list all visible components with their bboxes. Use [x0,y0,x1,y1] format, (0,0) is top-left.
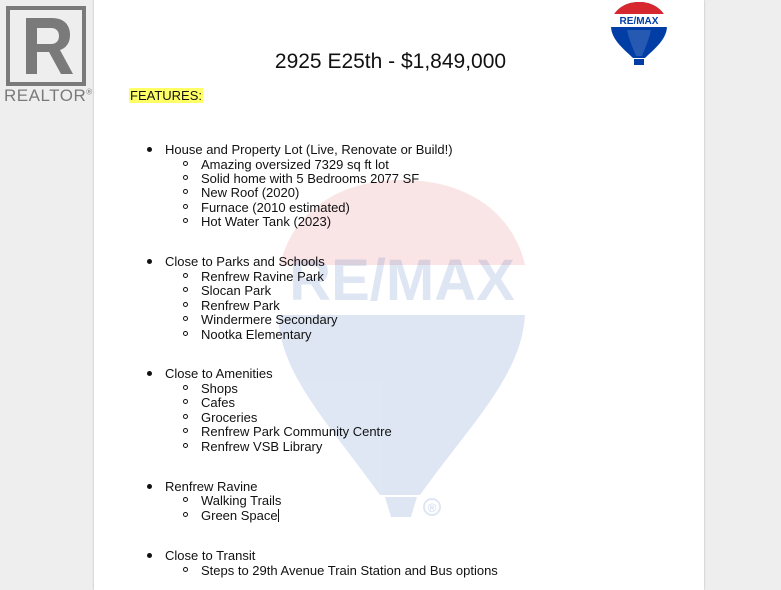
sub-bullet-icon [183,204,188,209]
sub-item-text: Solid home with 5 Bedrooms 2077 SF [201,171,420,186]
bullet-icon [147,553,152,558]
feature-heading: Renfrew Ravine [165,479,258,494]
sub-item-text: Windermere Secondary [201,312,338,327]
sub-item-text: Groceries [201,410,258,425]
sub-bullet-icon [183,512,188,517]
feature-heading: Close to Parks and Schools [165,254,325,269]
sub-bullet-icon [183,414,188,419]
sub-item-text: Hot Water Tank (2023) [201,214,332,229]
features-label: FEATURES: [130,88,202,103]
sub-bullet-icon [183,428,188,433]
text-cursor [278,509,279,522]
document-title: 2925 E25th - $1,849,000 [274,50,507,73]
bullet-icon [147,371,152,376]
sub-item-text: Nootka Elementary [201,327,312,342]
sub-item-text[interactable] [201,508,279,523]
sub-bullet-icon [183,385,188,390]
sub-item-text: Renfrew Ravine Park [201,269,324,284]
sub-bullet-icon [183,331,188,336]
bullet-icon [147,147,152,152]
feature-heading: House and Property Lot (Live, Renovate or Build!) [165,142,453,157]
sub-item-text: Renfrew Park Community Centre [201,424,392,439]
sub-bullet-icon [183,497,188,502]
remax-watermark-mark: ® [427,501,437,515]
sub-item-text: New Roof (2020) [201,185,300,200]
sub-bullet-icon [183,443,188,448]
remax-logo-text: RE/MAX [619,16,659,27]
sub-bullet-icon [183,399,188,404]
feature-heading: Close to Transit [165,548,256,563]
sub-item-text: Slocan Park [201,283,272,298]
realtor-registered-mark: ® [86,87,93,97]
sub-bullet-icon [183,218,188,223]
remax-watermark-text: RE/MAX [289,248,515,313]
sub-bullet-icon [183,189,188,194]
bullet-icon [147,484,152,489]
sub-item-text: Cafes [201,395,235,410]
sub-bullet-icon [183,316,188,321]
sub-item-text: Renfrew VSB Library [201,439,323,454]
sub-bullet-icon [183,287,188,292]
sub-bullet-icon [183,273,188,278]
sub-item-text: Furnace (2010 estimated) [201,200,350,215]
sub-item-text: Walking Trails [201,493,282,508]
sub-bullet-icon [183,567,188,572]
sub-item-text: Shops [201,381,238,396]
sub-item-text: Amazing oversized 7329 sq ft lot [201,157,389,172]
bullet-icon [147,259,152,264]
realtor-text: REALTOR [4,86,87,105]
sub-item-text: Steps to 29th Avenue Train Station and Bus options [201,563,498,578]
sub-bullet-icon [183,161,188,166]
sub-bullet-icon [183,175,188,180]
feature-heading: Close to Amenities [165,366,273,381]
sub-item-text-value: Green Space [201,508,278,523]
sub-bullet-icon [183,302,188,307]
sub-item-text: Renfrew Park [201,298,280,313]
